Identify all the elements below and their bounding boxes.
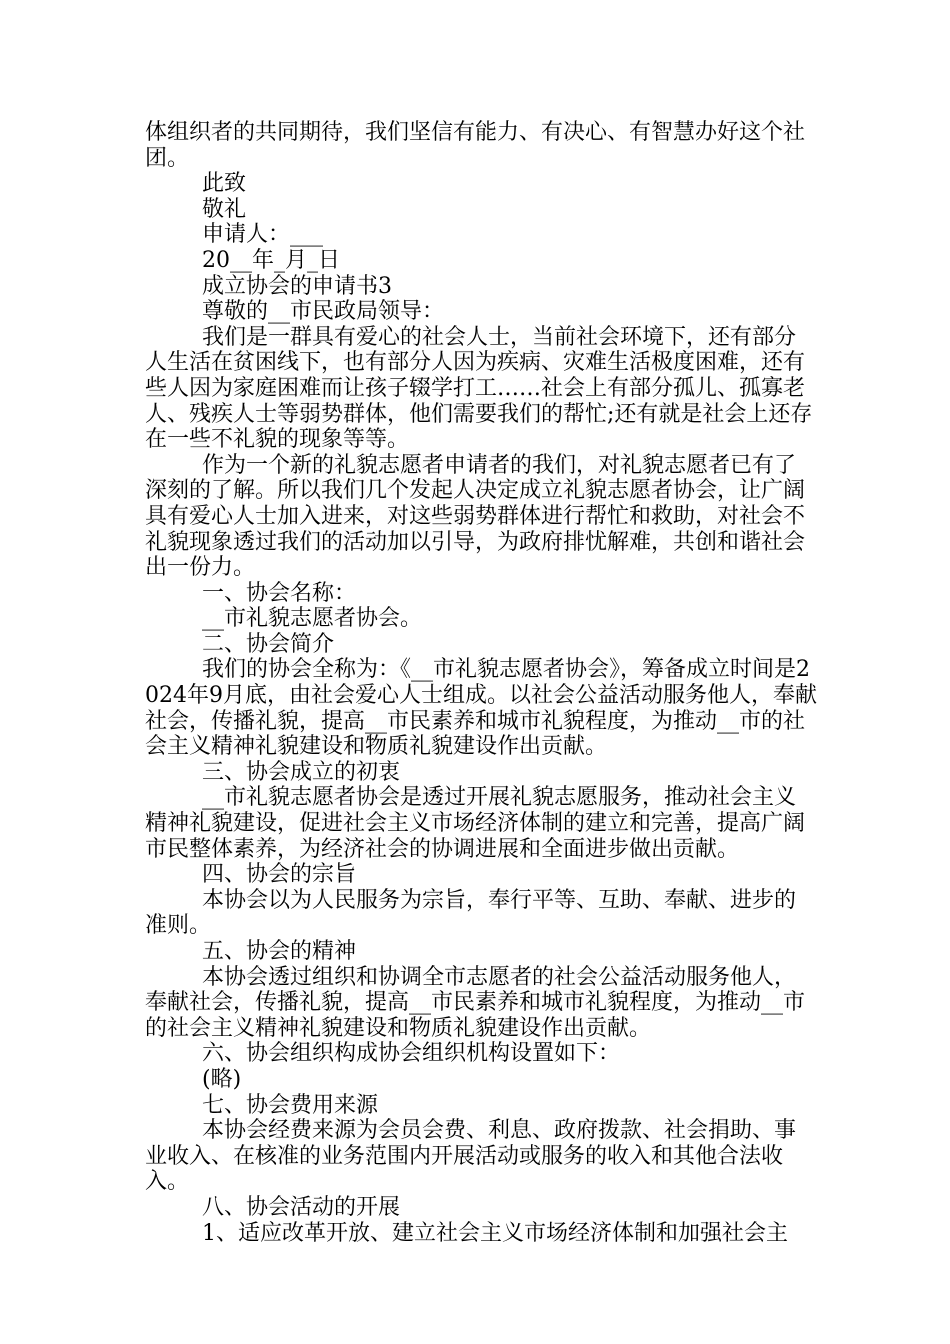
heading: 二、协会简介 — [202, 631, 335, 657]
paragraph: 本协会以为人民服务为宗旨，奉行平等、互助、奉献、进步的准则。 — [145, 887, 797, 939]
heading: 六、协会组织构成协会组织机构设置如下： — [202, 1041, 621, 1067]
paragraph: 体组织者的共同期待，我们坚信有能力、有决心、有智慧办好这个社团。 — [145, 120, 806, 171]
heading: 八、协会活动的开展 — [202, 1194, 401, 1220]
salutation: 尊敬的__市民政局领导： — [202, 299, 445, 325]
paragraph: 我们是一群具有爱心的社会人士，当前社会环境下，还有部分人生活在贫困线下，也有部分人因为疾病、灾难生活极度困难，还有些人因为家庭困难而让孩子辍学打工……社会上有部分孤儿、孤寡老人、残疾人士等弱势群体，他们需要我们的帮忙;还有就是社会上还存在一些不礼貌的现象等等。 — [145, 324, 813, 453]
paragraph: 我们的协会全称为：《__市礼貌志愿者协会》，筹备成立时间是2024年9月底，由社会爱心人士组成。以社会公益活动服务他人，奉献社会，传播礼貌，提高__市民素养和城市礼貌程度，为推动__市的社会主义精神礼貌建设和物质礼貌建设作出贡献。 — [145, 657, 817, 760]
heading: 五、协会的精神 — [202, 939, 357, 964]
heading: 七、协会费用来源 — [202, 1092, 379, 1118]
closing-respect: 敬礼 — [202, 196, 247, 222]
heading: 四、协会的宗旨 — [202, 862, 357, 888]
paragraph: 本协会透过组织和协调全市志愿者的社会公益活动服务他人，奉献社会，传播礼貌，提高__市民素养和城市礼貌程度，为推动__市的社会主义精神礼貌建设和物质礼貌建设作出贡献。 — [145, 964, 806, 1041]
paragraph: 1、适应改革开放、建立社会主义市场经济体制和加强社会主 — [202, 1220, 788, 1246]
applicant-line: 申请人：___ — [202, 222, 324, 248]
heading: 三、协会成立的初衷 — [202, 759, 401, 785]
paragraph: __市礼貌志愿者协会。 — [202, 606, 423, 632]
paragraph: 作为一个新的礼貌志愿者申请者的我们，对礼貌志愿者已有了深刻的了解。所以我们几个发起人决定成立礼貌志愿者协会，让广阔具有爱心人士加入进来，对这些弱势群体进行帮忙和救助，对社会不礼貌现象透过我们的活动加以引导，为政府排忧解难，共创和谐社会出一份力。 — [145, 452, 806, 581]
heading: 一、协会名称： — [202, 580, 357, 606]
date-line: 20__年_月_日 — [202, 247, 340, 273]
paragraph: __市礼貌志愿者协会是透过开展礼貌志愿服务，推动社会主义精神礼貌建设，促进社会主义市场经济体制的建立和完善，提高广阔市民整体素养，为经济社会的协调进展和全面进步做出贡献。 — [145, 785, 806, 862]
paragraph: (略) — [202, 1066, 242, 1092]
closing-salutation: 此致 — [202, 171, 247, 197]
document-page — [145, 120, 817, 1246]
section-title: 成立协会的申请书3 — [202, 273, 392, 299]
paragraph: 本协会经费来源为会员会费、利息、政府拨款、社会捐助、事业收入、在核准的业务范围内开展活动或服务的收入和其他合法收入。 — [145, 1118, 797, 1195]
